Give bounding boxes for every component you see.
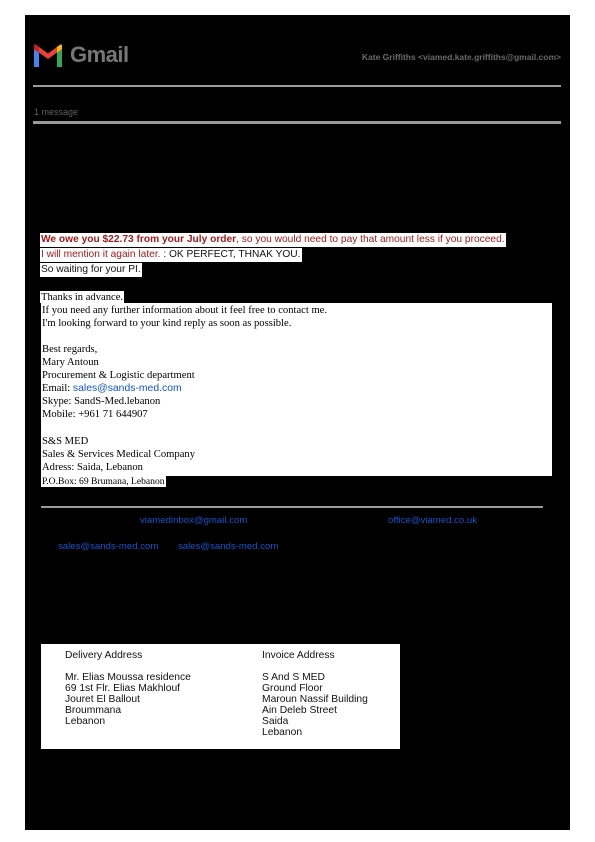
mobile-text: Mobile: +961 71 644907 (42, 409, 148, 420)
company-address: Adress: Saida, Lebanon (42, 462, 143, 473)
address-table (41, 644, 400, 749)
signer-name: Mary Antoun (42, 357, 99, 368)
skype-text: Skype: SandS-Med.lebanon (42, 396, 161, 407)
signature-block (41, 303, 552, 476)
delivery-line: Broummana (65, 705, 122, 716)
quote-divider (41, 506, 543, 508)
email-line (42, 382, 182, 395)
sales-email-link[interactable]: sales@sands-med.com (72, 383, 182, 394)
invoice-line: S And S MED (262, 672, 325, 683)
delivery-line: Lebanon (65, 716, 106, 727)
delivery-line: Jouret El Ballout (65, 694, 140, 705)
reply-ok-text: : OK PERFECT, THNAK YOU. (163, 249, 301, 260)
email-label: Email: (42, 383, 73, 394)
header-divider (33, 85, 561, 87)
delivery-line: 69 1st Flr. Elias Makhlouf (65, 683, 181, 694)
gmail-brand-text: Gmail (70, 42, 129, 67)
delivery-line: Mr. Elias Moussa residence (65, 672, 191, 683)
regards-text: Best regards, (42, 344, 98, 355)
delivery-heading: Delivery Address (65, 650, 143, 661)
invoice-line: Saida (262, 716, 289, 727)
pobox-label: P.O.Box: 69 Brumana, Lebanon (42, 476, 165, 487)
email-line-waiting: So waiting for your PI. (41, 264, 141, 275)
viamed-inbox-link[interactable]: viamedinbox@gmail.com (140, 515, 248, 526)
gmail-logo-icon (32, 44, 64, 67)
pobox-text (41, 475, 166, 487)
email-line-mention (40, 248, 302, 262)
thanks-text: Thanks in advance. (41, 292, 124, 303)
delivery-address-column (65, 650, 191, 727)
invoice-line: Ground Floor (262, 683, 323, 694)
invoice-line: Maroun Nassif Building (262, 694, 368, 705)
company-full-name: Sales & Services Medical Company (42, 449, 195, 460)
further-info-text: If you need any further information about it feel free to contact me. (42, 305, 328, 316)
owe-rest-text: , so you would need to pay that amount less if you proceed. (236, 234, 505, 245)
sales-link-1[interactable]: sales@sands-med.com (58, 541, 159, 552)
invoice-line: Lebanon (262, 727, 303, 738)
looking-forward-text: I'm looking forward to your kind reply as soon as possible. (42, 318, 292, 329)
email-line-owe (40, 233, 506, 247)
invoice-line: Ain Deleb Street (262, 705, 337, 716)
invoice-address-column (262, 650, 368, 738)
company-short-name: S&S MED (42, 436, 89, 447)
invoice-heading: Invoice Address (262, 650, 335, 661)
message-count: 1 message (34, 107, 79, 117)
viamed-office-link[interactable]: office@viamed.co.uk (388, 515, 478, 526)
department-text: Procurement & Logistic department (42, 370, 195, 381)
message-divider (33, 121, 561, 124)
sender-address: Kate Griffiths <viamed.kate.griffiths@gmail.com> (361, 52, 561, 62)
sales-link-2[interactable]: sales@sands-med.com (178, 541, 279, 552)
mention-text: I will mention it again later. (41, 249, 164, 260)
owe-amount-text: We owe you $22.73 from your July order (41, 234, 237, 245)
